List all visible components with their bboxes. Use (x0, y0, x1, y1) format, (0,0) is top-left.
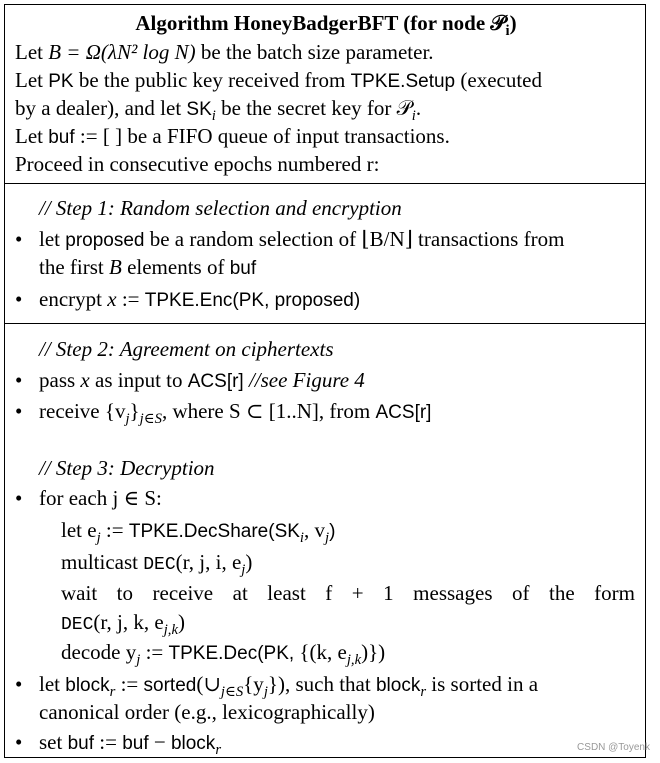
preamble-line-epochs: Proceed in consecutive epochs numbered r: (15, 152, 380, 176)
divider-2 (5, 323, 645, 324)
step1-encrypt: encrypt x := TPKE.Enc(PK, proposed) (39, 287, 361, 311)
step3-set-buf: set buf := buf − block$_r$ (39, 730, 222, 759)
step2-receive: receive $\{v_j\}_{j\in S}$, where S ⊂ [1..N], from ACS[r] (39, 399, 432, 428)
step1-proposed-line1: let proposed be a random selection of ⌊B/N⌋ transactions from (39, 227, 565, 251)
step3-foreach: for each j ∈ S: (39, 486, 162, 510)
algorithm-title: Algorithm HoneyBadgerBFT (for node 𝒫$_i$) (135, 11, 517, 40)
step3-comment: // Step 3: Decryption (39, 456, 215, 480)
bullet-marker: • (15, 672, 23, 696)
algorithm-box (4, 4, 646, 758)
preamble-line-pk: Let PK be the public key received from TPKE.Setup (executed (15, 68, 542, 92)
watermark: CSDN @Toyenk (577, 742, 650, 753)
step3-block-line1: let block$_r$ := $sorted(\cup_{j\in S}\{y_j\})$, such that block$_r$ is sorted in a (39, 672, 539, 701)
step3-decode: decode $y_j$ := TPKE.Dec(PK, {(k, $e_{j,k}$)}) (61, 640, 386, 669)
step2-pass: pass x as input to ACS[r] //see Figure 4 (39, 368, 365, 392)
step1-proposed-line2: the first B elements of buf (39, 255, 257, 279)
step1-comment: // Step 1: Random selection and encryption (39, 196, 402, 220)
bullet-marker: • (15, 399, 23, 423)
step3-dec-form: DEC(r, j, k, $e_{j,k}$) (61, 610, 185, 639)
preamble-line-sk: by a dealer), and let $SK_i$ be the secret key for 𝒫$_i$. (15, 96, 422, 125)
step3-multicast: multicast DEC(r, j, i, $e_j$) (61, 550, 253, 579)
bullet-marker: • (15, 486, 23, 510)
step3-wait: wait to receive at least f + 1 messages of the form (61, 581, 635, 605)
step3-block-line2: canonical order (e.g., lexicographically) (39, 700, 375, 724)
bullet-marker: • (15, 368, 23, 392)
bullet-marker: • (15, 227, 23, 251)
preamble-line-buf: Let buf := [ ] be a FIFO queue of input transactions. (15, 124, 450, 148)
step2-comment: // Step 2: Agreement on ciphertexts (39, 337, 334, 361)
bullet-marker: • (15, 730, 23, 754)
preamble-line-batch: Let B = Ω(λN² log N) be the batch size parameter. (15, 40, 434, 64)
bullet-marker: • (15, 287, 23, 311)
step3-decshare: let $e_j$ := $TPKE.DecShare(SK_i$, $v_j$) (61, 518, 336, 547)
divider-1 (5, 183, 645, 184)
